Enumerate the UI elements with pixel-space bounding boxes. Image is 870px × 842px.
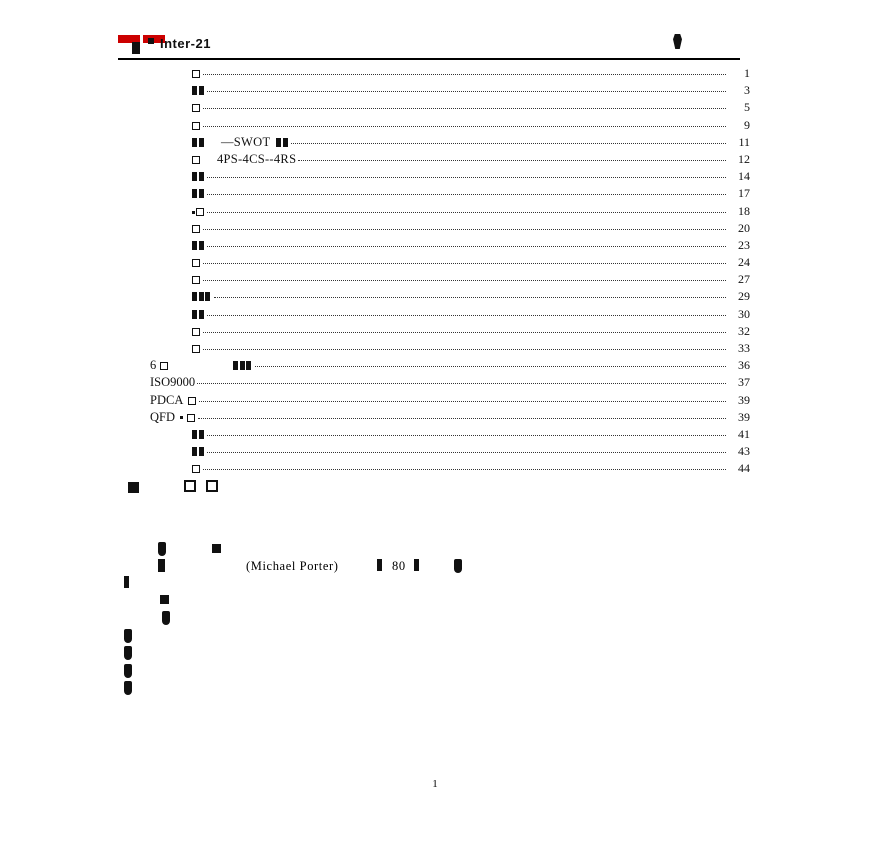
toc-entry-label (150, 324, 201, 339)
toc-entry-label (150, 204, 205, 219)
toc-entry-label: ISO9000 (150, 375, 196, 390)
glyph-icon (276, 138, 281, 147)
toc-page-number: 27 (738, 272, 750, 287)
toc-leader (203, 254, 726, 264)
text-glyph-icon (377, 559, 382, 571)
toc-page-number: 39 (738, 409, 750, 424)
glyph-icon (192, 122, 200, 130)
glyph-icon (192, 225, 200, 233)
toc-entry[interactable] (150, 341, 750, 358)
heading-glyph-icon (206, 480, 218, 492)
glyph-icon (199, 292, 204, 301)
glyph-icon (192, 430, 197, 439)
heading-glyph-pair (184, 478, 224, 496)
toc-entry[interactable] (150, 444, 750, 461)
toc-entry[interactable] (150, 255, 750, 272)
toc-leader (203, 117, 726, 127)
toc-entry[interactable] (150, 307, 750, 324)
toc-leader (207, 203, 726, 213)
toc-entry-label (150, 272, 201, 287)
toc-page-number: 17 (738, 186, 750, 201)
toc-entry[interactable] (150, 169, 750, 186)
toc-entry[interactable] (150, 152, 750, 169)
text-glyph-icon (124, 576, 129, 588)
logo-text: Inter-21 (160, 36, 211, 51)
toc-entry-label (150, 393, 197, 408)
glyph-icon (199, 86, 204, 95)
table-of-contents (150, 66, 750, 479)
glyph-icon (192, 241, 197, 250)
toc-page-number: 14 (738, 169, 750, 184)
toc-entry-label (150, 307, 205, 322)
toc-page-number: 37 (738, 375, 750, 390)
text-glyph-icon (124, 646, 132, 660)
toc-leader (291, 134, 726, 144)
toc-entry-text: QFD (150, 409, 176, 424)
toc-entry-label (150, 255, 201, 270)
toc-entry[interactable] (150, 118, 750, 135)
toc-leader (207, 237, 726, 247)
toc-entry-subtext: 4PS-4CS--4RS (217, 151, 297, 166)
toc-entry[interactable] (150, 427, 750, 444)
body-line (118, 540, 738, 558)
glyph-icon (246, 361, 251, 370)
glyph-icon (199, 310, 204, 319)
toc-page-number: 24 (738, 255, 750, 270)
toc-entry-label (150, 83, 205, 98)
logo-square-icon (132, 42, 140, 54)
toc-entry[interactable] (150, 135, 750, 152)
toc-entry-label (150, 186, 205, 201)
toc-page-number: 5 (744, 100, 750, 115)
toc-page-number: 20 (738, 220, 750, 235)
glyph-icon (192, 189, 197, 198)
toc-entry-number: 6 (150, 358, 157, 373)
toc-page-number: 41 (738, 426, 750, 441)
text-glyph-icon (160, 595, 169, 604)
glyph-icon (192, 345, 200, 353)
toc-entry-label (150, 238, 205, 253)
toc-page-number: 30 (738, 306, 750, 321)
glyph-icon (199, 189, 204, 198)
header-marker-icon (673, 34, 682, 49)
toc-leader (199, 392, 726, 402)
body-content (118, 540, 738, 698)
toc-entry[interactable] (150, 393, 750, 410)
toc-entry[interactable] (150, 358, 750, 375)
glyph-icon (199, 241, 204, 250)
logo-dot-icon (148, 38, 154, 44)
toc-leader (203, 99, 726, 109)
toc-leader (203, 340, 726, 350)
glyph-icon (192, 465, 200, 473)
body-line (118, 628, 738, 646)
toc-entry-label (150, 444, 205, 459)
glyph-icon (199, 447, 204, 456)
section-heading (128, 478, 224, 496)
glyph-icon (188, 397, 196, 405)
toc-entry[interactable] (150, 204, 750, 221)
glyph-icon (196, 208, 204, 216)
text-glyph-icon (124, 629, 132, 643)
page-number: 1 (432, 778, 438, 790)
glyph-icon (180, 416, 183, 419)
body-line (118, 645, 738, 663)
text-glyph-icon (162, 611, 170, 625)
text-glyph-icon (158, 559, 165, 572)
toc-leader (198, 409, 726, 419)
body-line (118, 610, 738, 628)
toc-leader (197, 374, 726, 384)
toc-entry-label (150, 221, 201, 236)
glyph-icon (192, 292, 197, 301)
toc-entry[interactable] (150, 272, 750, 289)
body-line (118, 558, 738, 576)
toc-leader (207, 306, 726, 316)
heading-glyph-icon (184, 480, 196, 492)
glyph-icon (192, 310, 197, 319)
body-line (118, 593, 738, 611)
toc-entry-label (150, 427, 205, 442)
body-line (118, 663, 738, 681)
toc-entry-label (150, 66, 201, 81)
toc-leader (214, 288, 727, 298)
toc-page-number: 36 (738, 358, 750, 373)
glyph-icon (192, 156, 200, 164)
body-line (118, 680, 738, 698)
toc-page-number: 18 (738, 203, 750, 218)
toc-entry-subtext: —SWOT (221, 134, 271, 149)
glyph-icon (199, 172, 204, 181)
toc-entry[interactable] (150, 186, 750, 203)
text-glyph-icon (158, 542, 166, 556)
toc-page-number: 12 (738, 151, 750, 166)
toc-entry-label (150, 289, 212, 304)
toc-leader (203, 323, 726, 333)
toc-entry[interactable] (150, 461, 750, 478)
toc-leader (207, 443, 726, 453)
toc-entry[interactable] (150, 375, 750, 392)
glyph-icon (240, 361, 245, 370)
toc-entry-label (150, 135, 289, 150)
glyph-icon (233, 361, 238, 370)
text-glyph-icon (124, 681, 132, 695)
toc-entry[interactable] (150, 221, 750, 238)
toc-entry[interactable] (150, 100, 750, 117)
toc-page-number: 29 (738, 289, 750, 304)
logo (118, 30, 238, 56)
glyph-icon (283, 138, 288, 147)
toc-page-number: 11 (738, 134, 750, 149)
toc-page-number: 44 (738, 461, 750, 476)
glyph-icon (160, 362, 168, 370)
glyph-icon (192, 70, 200, 78)
toc-entry-label (150, 341, 201, 356)
toc-leader (207, 426, 726, 436)
toc-page-number: 3 (744, 83, 750, 98)
text-glyph-icon (414, 559, 419, 571)
glyph-icon (192, 211, 195, 214)
glyph-icon (199, 138, 204, 147)
toc-leader (203, 271, 726, 281)
toc-entry-label (150, 410, 196, 425)
text-glyph-icon (212, 544, 221, 553)
glyph-icon (192, 138, 197, 147)
glyph-icon (205, 292, 210, 301)
glyph-icon (192, 328, 200, 336)
toc-leader (207, 168, 726, 178)
toc-entry[interactable] (150, 324, 750, 341)
toc-leader (203, 220, 726, 230)
glyph-icon (192, 172, 197, 181)
toc-entry-text: PDCA (150, 392, 184, 407)
glyph-icon (199, 430, 204, 439)
glyph-icon (192, 447, 197, 456)
heading-glyph-icon (128, 482, 139, 493)
toc-page-number: 32 (738, 323, 750, 338)
toc-entry-label (150, 358, 253, 373)
toc-page-number: 9 (744, 117, 750, 132)
toc-entry-label (150, 152, 296, 167)
body-inline-number: 80 (392, 558, 406, 573)
toc-entry-label (150, 461, 201, 476)
toc-page-number: 33 (738, 341, 750, 355)
toc-page-number: 1 (744, 66, 750, 80)
text-glyph-icon (124, 664, 132, 678)
toc-entry[interactable] (150, 83, 750, 100)
toc-entry-label (150, 169, 205, 184)
toc-page-number: 23 (738, 237, 750, 252)
text-glyph-icon (454, 559, 462, 573)
glyph-icon (192, 104, 200, 112)
glyph-icon (192, 276, 200, 284)
toc-leader (203, 460, 726, 470)
toc-page-number: 39 (738, 392, 750, 407)
toc-leader (203, 65, 726, 75)
toc-page-number: 43 (738, 444, 750, 459)
toc-entry[interactable] (150, 66, 750, 83)
toc-leader (255, 357, 726, 367)
body-inline-text: (Michael Porter) (246, 558, 339, 573)
glyph-icon (192, 86, 197, 95)
glyph-icon (187, 414, 195, 422)
glyph-icon (192, 259, 200, 267)
toc-entry[interactable] (150, 238, 750, 255)
toc-leader (207, 185, 726, 195)
toc-entry-label (150, 100, 201, 115)
toc-leader (207, 82, 726, 92)
toc-entry[interactable] (150, 410, 750, 427)
toc-entry-label (150, 118, 201, 133)
body-line (118, 575, 738, 593)
page-header (118, 30, 740, 60)
toc-entry[interactable] (150, 289, 750, 306)
toc-leader (298, 151, 726, 161)
